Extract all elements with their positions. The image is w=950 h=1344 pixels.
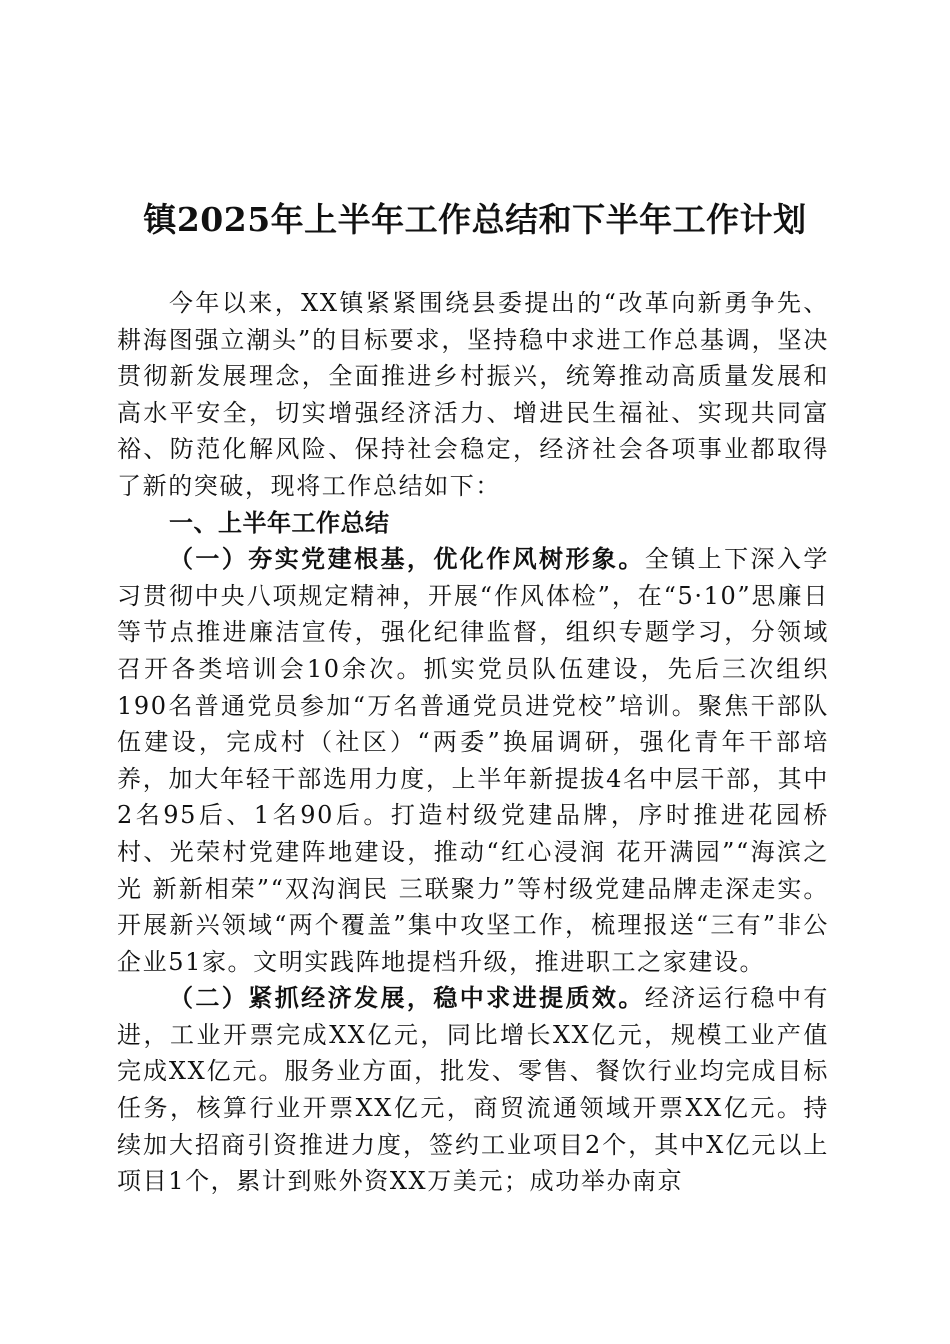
section-paragraph-1 <box>117 541 829 980</box>
document-body <box>117 285 829 1200</box>
section-paragraph-2 <box>117 980 829 1200</box>
section-heading: 一、上半年工作总结 <box>169 508 390 537</box>
intro-paragraph: 今年以来，XX镇紧紧围绕县委提出的“改革向新勇争先、耕海图强立潮头”的目标要求，坚持稳中求进工作总基调，坚决贯彻新发展理念，全面推进乡村振兴，统筹推动高质量发展和高水平安全，切实增强经济活力、增进民生福祉、实现共同富裕、防范化解风险、保持社会稳定，经济社会各项事业都取得了新的突破，现将工作总结如下： <box>117 289 829 500</box>
document-title: 镇2025年上半年工作总结和下半年工作计划 <box>143 200 807 239</box>
subsection-text-2: 经济运行稳中有进，工业开票完成XX亿元，同比增长XX亿元，规模工业产值完成XX亿元。服务业方面，批发、零售、餐饮行业均完成目标任务，核算行业开票XX亿元，商贸流通领域开票XX亿元。持续加大招商引资推进力度，签约工业项目2个，其中X亿元以上项目1个，累计到账外资XX万美元；成功举办南京 <box>117 984 829 1196</box>
subsection-text-1: 全镇上下深入学习贯彻中央八项规定精神，开展“作风体检”，在“5·10”思廉日等节点推进廉洁宣传，强化纪律监督，组织专题学习，分领域召开各类培训会10余次。抓实党员队伍建设，先后三次组织190名普通党员参加“万名普通党员进党校”培训。聚焦干部队伍建设，完成村（社区）“两委”换届调研，强化青年干部培养，加大年轻干部选用力度，上半年新提拔4名中层干部，其中2名95后、1名90后。打造村级党建品牌，序时推进花园桥村、光荣村党建阵地建设，推动“红心浸润 花开满园”“海滨之光 新新相荣”“双沟润民 三联聚力”等村级党建品牌走深走实。开展新兴领域“两个覆盖”集中攻坚工作，梳理报送“三有”非公企业51家。文明实践阵地提档升级，推进职工之家建设。 <box>117 545 829 976</box>
subsection-heading-2: （二）紧抓经济发展，稳中求进提质效。 <box>169 983 645 1013</box>
subsection-heading-1: （一）夯实党建根基，优化作风树形象。 <box>169 544 645 574</box>
